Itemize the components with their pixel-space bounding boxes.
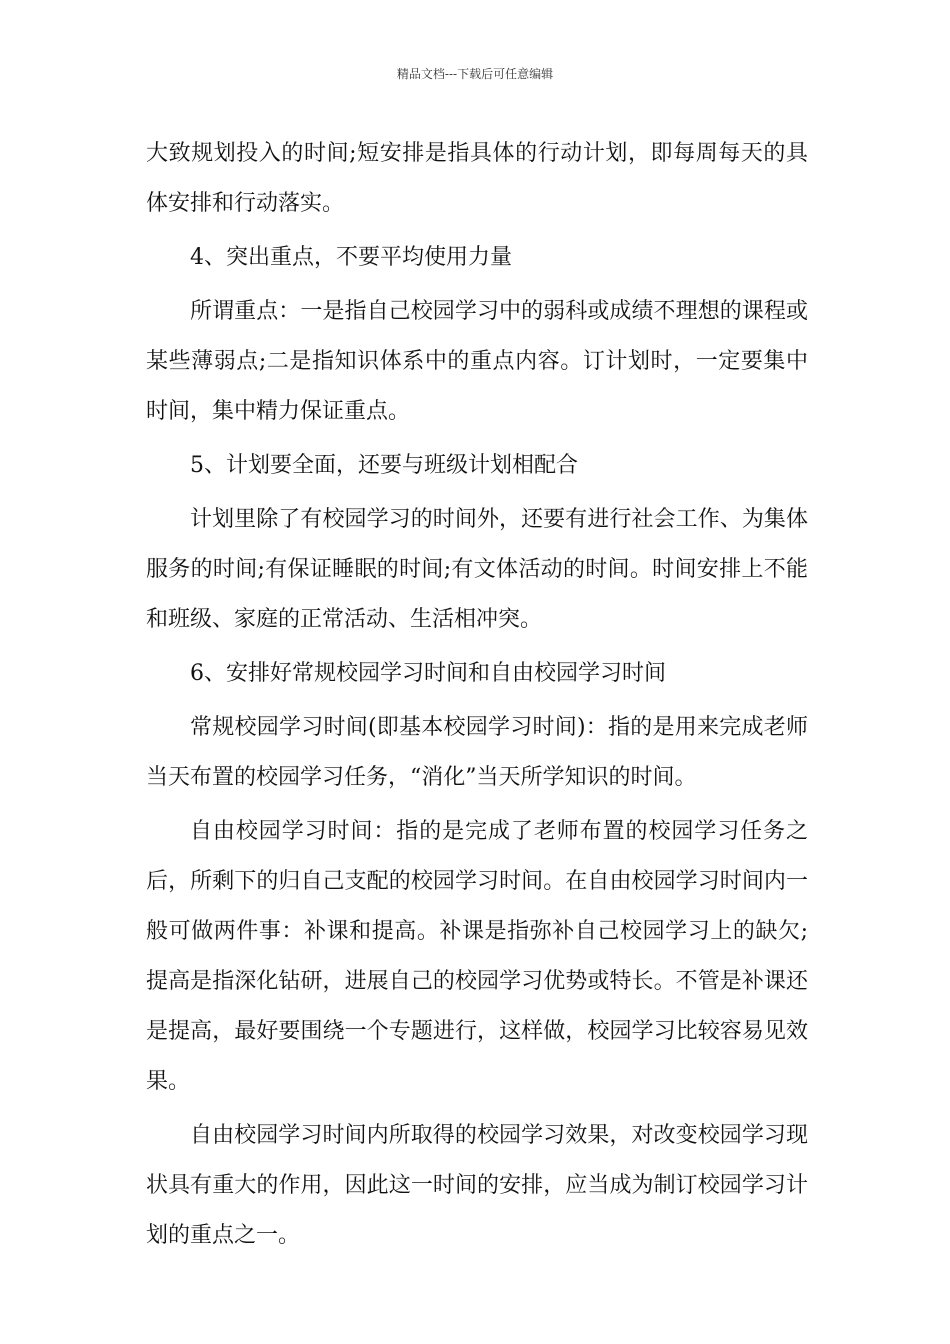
paragraph: 常规校园学习时间(即基本校园学习时间)：指的是用来完成老师当天布置的校园学习任务，“消化”当天所学知识的时间。: [146, 715, 808, 790]
section-heading-6: 6、安排好常规校园学习时间和自由校园学习时间: [190, 661, 666, 686]
page-header: 精品文档---下载后可任意编辑: [396, 67, 554, 81]
section-heading-4: 4、突出重点，不要平均使用力量: [190, 245, 512, 270]
paragraph-continued: 大致规划投入的时间;短安排是指具体的行动计划，即每周每天的具体安排和行动落实。: [146, 141, 808, 216]
paragraph: 自由校园学习时间：指的是完成了老师布置的校园学习任务之后，所剩下的归自己支配的校园学习时间。在自由校园学习时间内一般可做两件事：补课和提高。补课是指弥补自己校园学习上的缺欠;提高是指深化钻研，进展自己的校园学习优势或特长。不管是补课还是提高，最好要围绕一个专题进行，这样做，校园学习比较容易见效果。: [146, 819, 808, 1094]
section-heading-5: 5、计划要全面，还要与班级计划相配合: [190, 453, 578, 478]
paragraph: 自由校园学习时间内所取得的校园学习效果，对改变校园学习现状具有重大的作用，因此这一时间的安排，应当成为制订校园学习计划的重点之一。: [146, 1123, 808, 1248]
paragraph: 所谓重点：一是指自己校园学习中的弱科或成绩不理想的课程或某些薄弱点;二是指知识体系中的重点内容。订计划时，一定要集中时间，集中精力保证重点。: [146, 299, 808, 424]
document-body: [146, 129, 808, 1265]
paragraph: 计划里除了有校园学习的时间外，还要有进行社会工作、为集体服务的时间;有保证睡眠的时间;有文体活动的时间。时间安排上不能和班级、家庭的正常活动、生活相冲突。: [146, 507, 808, 632]
